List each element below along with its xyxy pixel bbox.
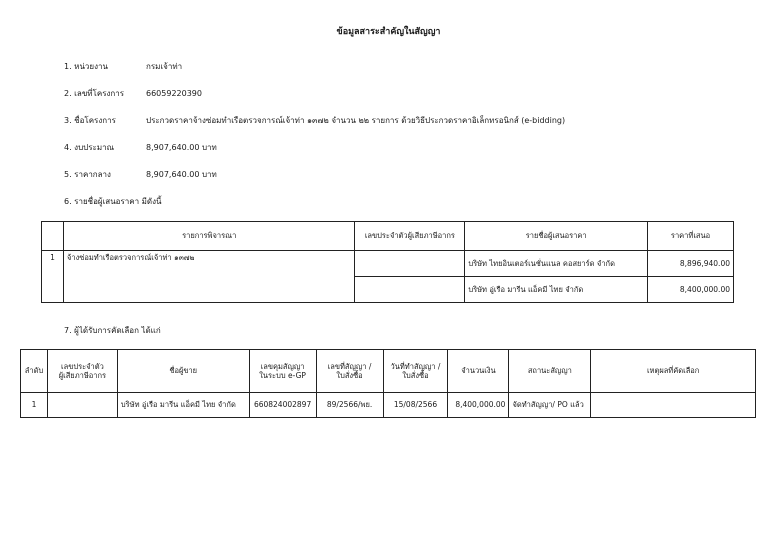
field-label: 5. ราคากลาง	[64, 170, 111, 179]
tax-id-cell	[47, 393, 117, 418]
tax-id-cell	[355, 277, 465, 303]
field-label: 2. เลขที่โครงการ	[64, 89, 125, 98]
egp-contract-number: 660824002897	[249, 393, 316, 418]
bid-price: 8,896,940.00	[648, 251, 734, 277]
field-project-number	[64, 87, 202, 100]
row-number: 1	[42, 251, 64, 303]
table-row	[21, 393, 756, 418]
bidder-name: บริษัท อู่เรือ มารีน แอ็คมี ไทย จำกัด	[465, 277, 648, 303]
column-header: เลขคุมสัญญา ในระบบ e-GP	[249, 350, 316, 393]
column-header: ราคาที่เสนอ	[648, 222, 734, 251]
field-value: ประกวดราคาจ้างซ่อมทำเรือตรวจการณ์เจ้าท่า ๑๓๗๒ จำนวน ๒๒ รายการ ด้วยวิธีประกวดราคาอิเล็กทรอนิกส์ (e-bidding)	[146, 116, 566, 125]
field-project-name	[64, 114, 565, 127]
column-header: ชื่อผู้ขาย	[117, 350, 249, 393]
tax-id-cell	[355, 251, 465, 277]
field-label: 4. งบประมาณ	[64, 143, 115, 152]
column-header: รายชื่อผู้เสนอราคา	[465, 222, 648, 251]
column-header: ลำดับ	[21, 350, 48, 393]
column-header: สถานะสัญญา	[509, 350, 591, 393]
field-label: 3. ชื่อโครงการ	[64, 116, 116, 125]
column-header: เลขประจำตัวผู้เสียภาษีอากร	[355, 222, 465, 251]
field-value: 8,907,640.00 บาท	[146, 170, 217, 179]
table-header-row	[42, 222, 734, 251]
column-header: วันที่ทำสัญญา / ใบสั่งซื้อ	[383, 350, 448, 393]
amount: 8,400,000.00	[448, 393, 509, 418]
section-winner-heading: 7. ผู้ได้รับการคัดเลือก ได้แก่	[64, 326, 161, 335]
column-header	[42, 222, 64, 251]
item-description: จ้างซ่อมทำเรือตรวจการณ์เจ้าท่า ๑๓๗๒	[63, 251, 355, 303]
bidders-table	[41, 221, 734, 303]
field-value: กรมเจ้าท่า	[146, 62, 183, 71]
column-header: จำนวนเงิน	[448, 350, 509, 393]
vendor-name: บริษัท อู่เรือ มารีน แอ็คมี ไทย จำกัด	[117, 393, 249, 418]
column-header: เลขที่สัญญา / ใบสั่งซื้อ	[316, 350, 383, 393]
field-agency	[64, 60, 182, 73]
contract-number: 89/2566/พย.	[316, 393, 383, 418]
contract-date: 15/08/2566	[383, 393, 448, 418]
column-header: รายการพิจารณา	[63, 222, 355, 251]
row-number: 1	[21, 393, 48, 418]
selection-reason	[591, 393, 756, 418]
page-title: ข้อมูลสาระสำคัญในสัญญา	[336, 27, 441, 37]
table-header-row	[21, 350, 756, 393]
section-bidders-heading: 6. รายชื่อผู้เสนอราคา มีดังนี้	[64, 197, 162, 206]
winner-table	[20, 349, 756, 418]
field-median-price	[64, 168, 217, 181]
bid-price: 8,400,000.00	[648, 277, 734, 303]
column-header: เลขประจำตัว ผู้เสียภาษีอากร	[47, 350, 117, 393]
contract-status: จัดทำสัญญา/ PO แล้ว	[509, 393, 591, 418]
field-value: 66059220390	[146, 89, 202, 98]
column-header: เหตุผลที่คัดเลือก	[591, 350, 756, 393]
field-value: 8,907,640.00 บาท	[146, 143, 217, 152]
field-budget	[64, 141, 217, 154]
bidder-name: บริษัท ไทยอินเตอร์เนชั่นแนล คอสยาร์ด จำกัด	[465, 251, 648, 277]
field-label: 1. หน่วยงาน	[64, 62, 108, 71]
table-row	[42, 251, 734, 277]
